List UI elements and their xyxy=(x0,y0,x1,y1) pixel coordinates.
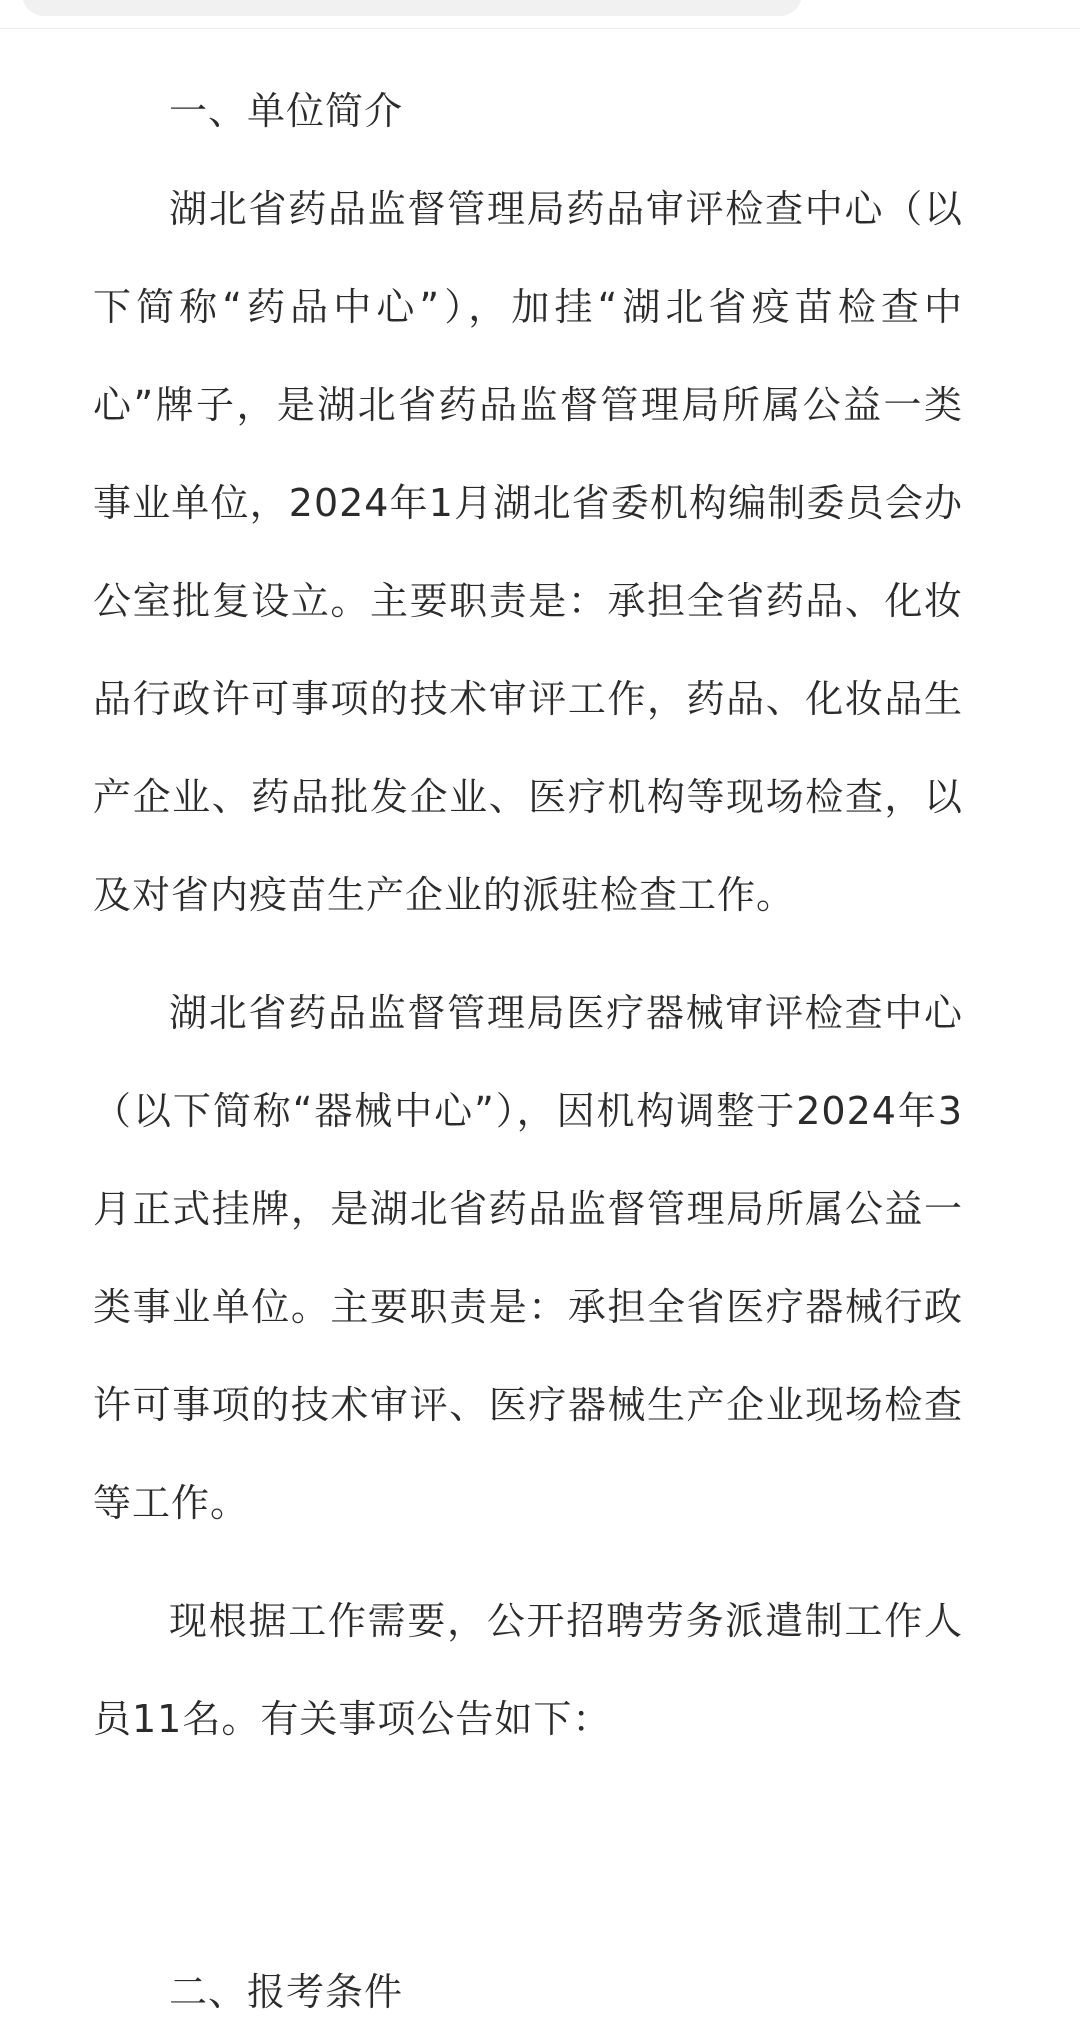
top-bar xyxy=(0,0,1080,29)
paragraph-recruitment: 现根据工作需要，公开招聘劳务派遣制工作人员11名。有关事项公告如下： xyxy=(93,1599,963,1741)
article-body xyxy=(93,62,963,1768)
search-bar-edge[interactable] xyxy=(22,0,802,16)
section-heading-unit-intro: 一、单位简介 xyxy=(169,89,404,133)
section-heading-requirements: 二、报考条件 xyxy=(169,1970,404,2014)
paragraph-device-center: 湖北省药品监督管理局医疗器械审评检查中心（以下简称“器械中心”），因机构调整于2024年3月正式挂牌，是湖北省药品监督管理局所属公益一类事业单位。主要职责是：承担全省医疗器械行政许可事项的技术审评、医疗器械生产企业现场检查等工作。 xyxy=(93,991,963,1525)
paragraph-drug-center: 湖北省药品监督管理局药品审评检查中心（以下简称“药品中心”），加挂“湖北省疫苗检查中心”牌子，是湖北省药品监督管理局所属公益一类事业单位，2024年1月湖北省委机构编制委员会办公室批复设立。主要职责是：承担全省药品、化妆品行政许可事项的技术审评工作，药品、化妆品生产企业、药品批发企业、医疗机构等现场检查，以及对省内疫苗生产企业的派驻检查工作。 xyxy=(93,187,963,917)
